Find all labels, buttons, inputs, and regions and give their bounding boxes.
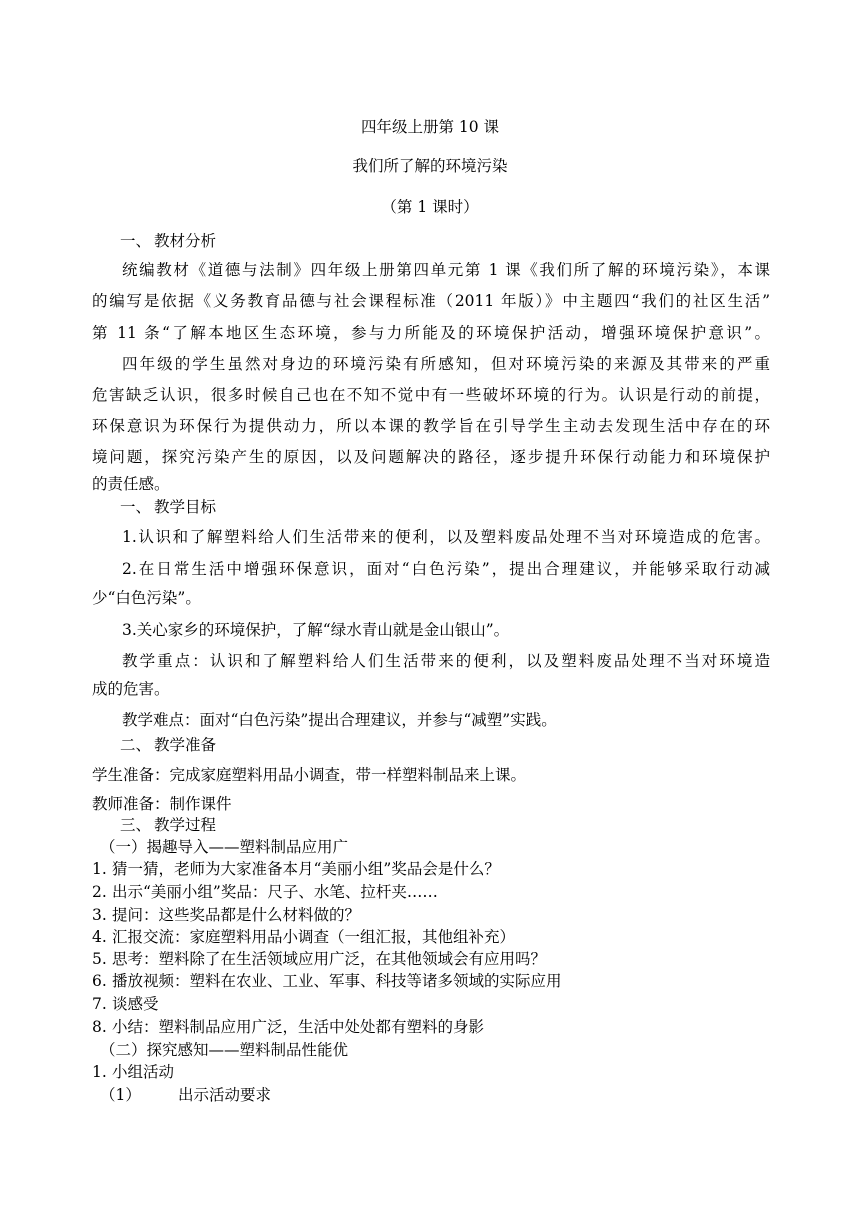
section-title: 教学过程: [154, 816, 217, 834]
lesson-period: （第 1 课时）: [381, 198, 479, 216]
item-number: （1）: [100, 1086, 141, 1104]
item-text: 出示活动要求: [178, 1086, 272, 1104]
lesson-title: 我们所了解的环境污染: [352, 157, 508, 175]
goal-line: 2.在日常生活中增强环保意识，面对“白色污染”，提出合理建议，并能够采取行动减: [122, 560, 770, 578]
teacher-prep-line: 教师准备：制作课件: [92, 795, 232, 813]
paragraph-line: 的编写是依据《义务教育品德与社会课程标准（2011 年版）》中主题四“我们的社区生活”: [92, 292, 770, 310]
list-item: [92, 1061, 174, 1083]
item-text: 提问：这些奖品都是什么材料做的？: [112, 906, 361, 924]
list-item: [92, 1016, 484, 1038]
list-item: [92, 858, 500, 880]
student-prep-line: 学生准备：完成家庭塑料用品小调查，带一样塑料制品来上课。: [92, 766, 527, 784]
item-number: 4.: [92, 928, 107, 946]
difficulty-line: 教学难点：面对“白色污染”提出合理建议，并参与“减塑”实践。: [122, 711, 557, 729]
goal-line: 3.关心家乡的环境保护，了解“绿水青山就是金山银山”。: [122, 621, 510, 639]
section-title: 教学准备: [154, 736, 217, 754]
section-heading-2: [120, 496, 216, 518]
list-item: [92, 970, 562, 992]
section-number: 一、: [120, 498, 152, 516]
key-points-line: 成的危害。: [92, 680, 170, 698]
section-number: 三、: [120, 816, 152, 834]
sub-item: [100, 1084, 271, 1106]
paragraph-line: 的责任感。: [92, 475, 170, 493]
list-item: [92, 881, 438, 903]
lesson-grade: 四年级上册第 10 课: [360, 118, 500, 136]
section-heading-4: [120, 814, 216, 836]
item-number: 5.: [92, 950, 107, 968]
list-item: [92, 948, 546, 970]
list-item: [92, 993, 159, 1015]
item-text: 播放视频：塑料在农业、工业、军事、科技等诸多领域的实际应用: [112, 972, 562, 990]
section-number: 二、: [120, 736, 152, 754]
item-text: 猜一猜，老师为大家准备本月“美丽小组”奖品会是什么？: [112, 860, 500, 878]
item-number: 1.: [92, 1063, 107, 1081]
item-text: 谈感受: [112, 995, 159, 1013]
item-text: 小结：塑料制品应用广泛，生活中处处都有塑料的身影: [112, 1018, 485, 1036]
paragraph-line: 统编教材《道德与法制》四年级上册第四单元第 1 课《我们所了解的环境污染》，本课: [122, 261, 770, 279]
paragraph-line: 第 11 条“了解本地区生态环境，参与力所能及的环境保护活动，增强环境保护意识”。: [92, 324, 770, 342]
section-heading-1: [120, 230, 216, 252]
part-heading: （一）揭趣导入——塑料制品应用广: [100, 838, 349, 856]
item-text: 出示“美丽小组”奖品：尺子、水笔、拉杆夹……: [112, 883, 438, 901]
item-text: 汇报交流：家庭塑料用品小调查（一组汇报，其他组补充）: [112, 928, 516, 946]
list-item: [92, 904, 360, 926]
section-title: 教材分析: [154, 232, 217, 250]
key-points-line: 教学重点：认识和了解塑料给人们生活带来的便利，以及塑料废品处理不当对环境造: [122, 652, 770, 670]
item-number: 8.: [92, 1018, 107, 1036]
item-text: 小组活动: [112, 1063, 175, 1081]
paragraph-line: 环保意识为环保行为提供动力，所以本课的教学旨在引导学生主动去发现生活中存在的环: [92, 417, 770, 435]
paragraph-line: 危害缺乏认识，很多时候自己也在不知不觉中有一些破坏环境的行为。认识是行动的前提，: [92, 386, 770, 404]
item-number: 6.: [92, 972, 107, 990]
section-title: 教学目标: [154, 498, 217, 516]
goal-line: 少“白色污染”。: [92, 589, 201, 607]
item-number: 1.: [92, 860, 107, 878]
item-number: 3.: [92, 906, 107, 924]
goal-line: 1.认识和了解塑料给人们生活带来的便利，以及塑料废品处理不当对环境造成的危害。: [122, 528, 770, 546]
part-heading: （二）探究感知——塑料制品性能优: [100, 1041, 349, 1059]
item-number: 7.: [92, 995, 107, 1013]
paragraph-line: 境问题，探究污染产生的原因，以及问题解决的路径，逐步提升环保行动能力和环境保护: [92, 448, 770, 466]
paragraph-line: 四年级的学生虽然对身边的环境污染有所感知，但对环境污染的来源及其带来的严重: [122, 355, 770, 373]
list-item: [92, 926, 515, 948]
item-text: 思考：塑料除了在生活领域应用广泛，在其他领域会有应用吗？: [112, 950, 547, 968]
section-heading-3: [120, 734, 216, 756]
section-number: 一、: [120, 232, 152, 250]
item-number: 2.: [92, 883, 107, 901]
